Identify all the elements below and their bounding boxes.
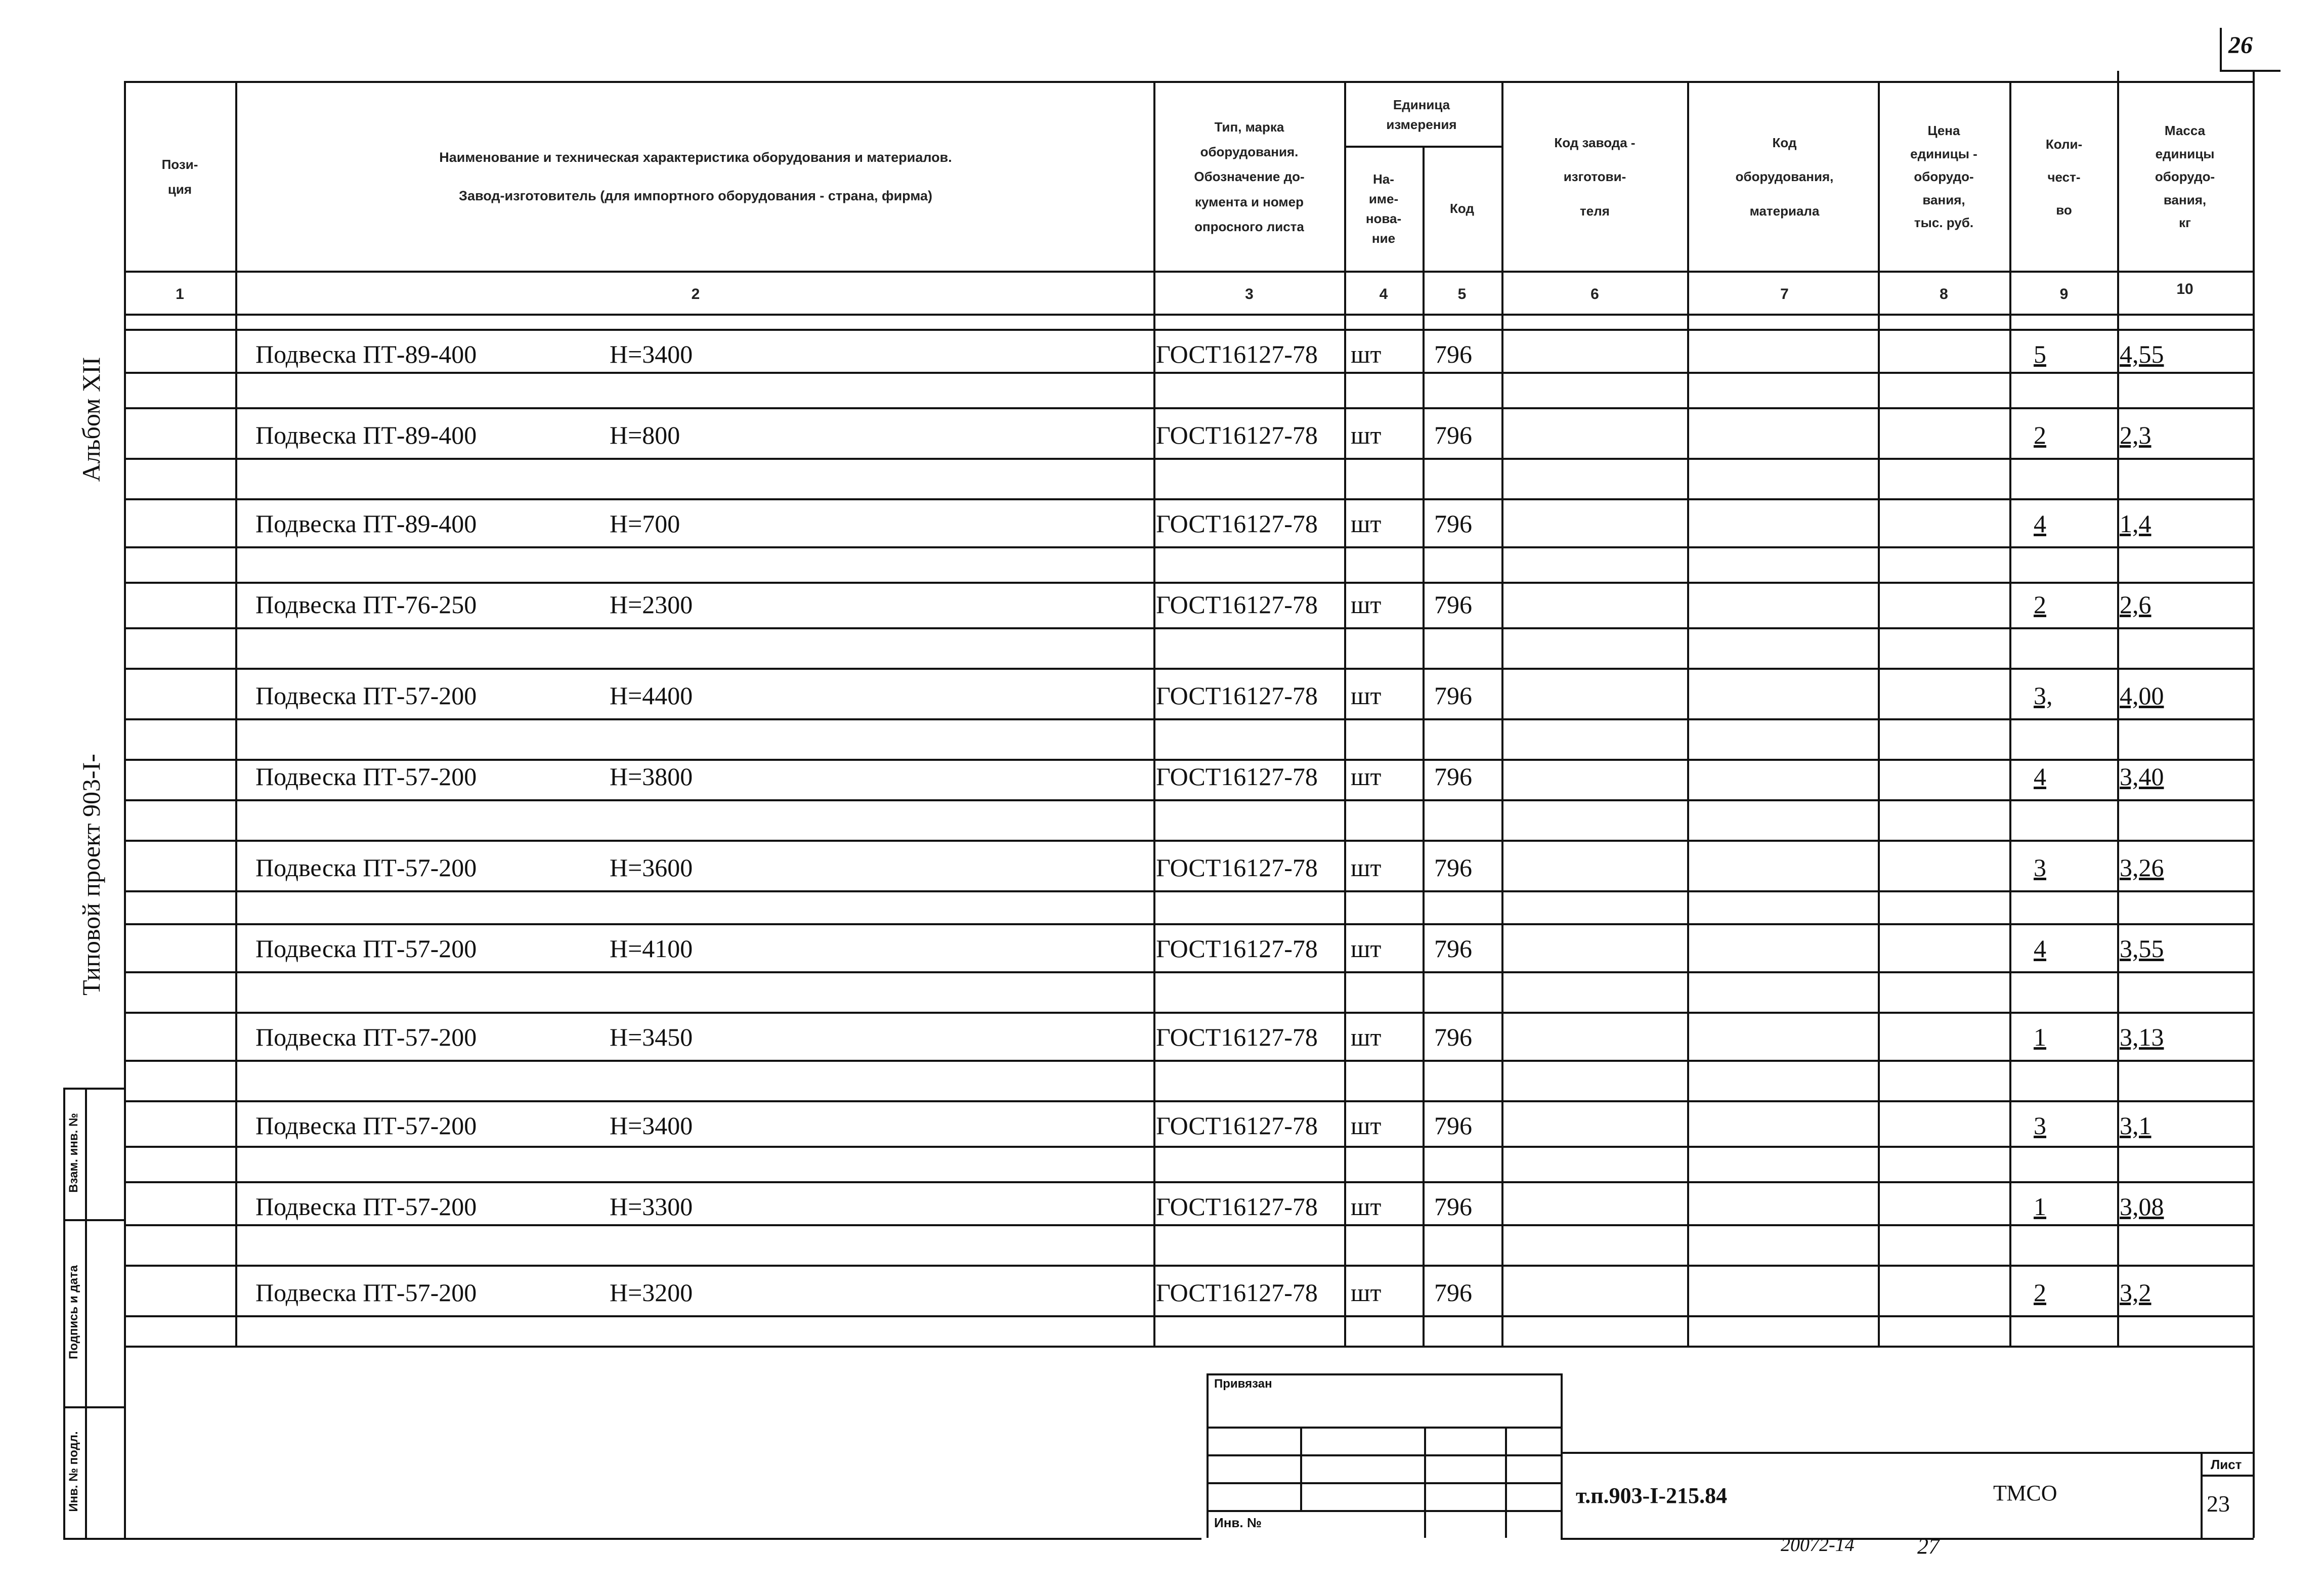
column-number: 8 [1940,286,1948,303]
row-divider [124,718,2254,720]
item-unit: шт [1351,853,1382,882]
item-height: Н=4400 [610,681,693,710]
item-mass: 3,26 [2120,853,2164,882]
item-unit-code: 796 [1434,1192,1472,1221]
row-divider [124,1012,2254,1014]
item-mass: 2,3 [2120,421,2151,449]
row-divider [124,1060,2254,1062]
row-divider [124,840,2254,842]
item-unit-code: 796 [1434,590,1472,619]
column-number: 4 [1379,286,1388,303]
item-name: Подвеска ПТ-76-250 [255,590,477,619]
item-standard: ГОСТ16127-78 [1156,1023,1318,1051]
item-standard: ГОСТ16127-78 [1156,1192,1318,1221]
item-quantity: 5 [2034,340,2046,368]
album-label: Альбом XII [77,357,105,482]
stamp-sign-date: Подпись и дата [67,1265,80,1359]
item-unit-code: 796 [1434,681,1472,710]
item-quantity: 3, [2034,681,2053,710]
row-divider [124,627,2254,629]
item-mass: 1,4 [2120,509,2151,538]
item-name: Подвеска ПТ-57-200 [255,762,477,791]
item-mass: 4,00 [2120,681,2164,710]
item-standard: ГОСТ16127-78 [1156,934,1318,963]
item-unit-code: 796 [1434,762,1472,791]
item-standard: ГОСТ16127-78 [1156,681,1318,710]
row-divider [124,923,2254,925]
row-divider [124,458,2254,460]
item-quantity: 2 [2034,590,2046,619]
item-name: Подвеска ПТ-57-200 [255,1192,477,1221]
item-mass: 3,08 [2120,1192,2164,1221]
item-name: Подвеска ПТ-89-400 [255,509,477,538]
row-divider [124,971,2254,973]
item-unit: шт [1351,340,1382,368]
item-unit-code: 796 [1434,1278,1472,1307]
header-price: Цена единицы - оборудо- вания, тыс. руб. [1910,123,1977,231]
item-mass: 3,55 [2120,934,2164,963]
item-name: Подвеска ПТ-57-200 [255,934,477,963]
row-divider [124,890,2254,892]
column-number: 9 [2059,286,2069,303]
item-quantity: 1 [2034,1023,2046,1051]
row-divider [124,1315,2254,1317]
row-divider [124,407,2254,409]
column-number: 5 [1457,286,1467,303]
item-name: Подвеска ПТ-57-200 [255,853,477,882]
item-standard: ГОСТ16127-78 [1156,853,1318,882]
item-height: Н=3450 [610,1023,693,1051]
header-unit-name: На- име- нова- ние [1365,171,1402,246]
copy-number: 27 [1917,1534,1940,1559]
row-divider [124,668,2254,670]
item-quantity: 3 [2034,1111,2046,1140]
header-name: Наименование и техническая характеристика оборудования и материалов. Завод-изготовитель (для импортного оборудования - страна, фирма) [439,150,952,203]
item-name: Подвеска ПТ-57-200 [255,1023,477,1051]
item-name: Подвеска ПТ-89-400 [255,421,477,449]
row-divider [124,799,2254,801]
row-divider [124,1100,2254,1102]
row-divider [124,1224,2254,1226]
privyazan-label: Привязан [1214,1377,1272,1391]
item-quantity: 1 [2034,1192,2046,1221]
item-name: Подвеска ПТ-57-200 [255,681,477,710]
sheet-label: Лист [2211,1457,2242,1472]
header-unit-code: Код [1450,200,1474,216]
row-divider [124,329,2254,331]
column-number: 7 [1780,286,1789,303]
item-standard: ГОСТ16127-78 [1156,421,1318,449]
item-unit: шт [1351,421,1382,449]
item-mass: 3,1 [2120,1111,2151,1140]
item-mass: 3,40 [2120,762,2164,791]
item-unit-code: 796 [1434,340,1472,368]
row-divider [124,372,2254,374]
row-divider [124,582,2254,584]
item-mass: 4,55 [2120,340,2164,368]
item-unit: шт [1351,934,1382,963]
item-unit: шт [1351,681,1382,710]
item-mass: 3,2 [2120,1278,2151,1307]
inv-no-label: Инв. № [1214,1515,1262,1530]
header-unit-group: Единица измерения [1386,97,1457,132]
header-equipment-code: Код оборудования, материала [1735,135,1834,219]
item-quantity: 4 [2034,762,2046,791]
project-label: Типовой проект 903-I- [77,754,105,996]
header-factory-code: Код завода - изготови- теля [1554,135,1636,219]
item-unit-code: 796 [1434,421,1472,449]
item-unit-code: 796 [1434,853,1472,882]
item-height: Н=2300 [610,590,693,619]
item-unit: шт [1351,590,1382,619]
item-mass: 2,6 [2120,590,2151,619]
item-standard: ГОСТ16127-78 [1156,1111,1318,1140]
item-unit: шт [1351,509,1382,538]
document-designation: т.п.903-I-215.84 [1576,1483,1728,1508]
item-unit: шт [1351,1278,1382,1307]
item-standard: ГОСТ16127-78 [1156,509,1318,538]
item-height: Н=800 [610,421,680,449]
item-quantity: 4 [2034,509,2046,538]
row-divider [124,1181,2254,1183]
item-unit-code: 796 [1434,1023,1472,1051]
item-unit: шт [1351,1192,1382,1221]
header-type: Тип, марка оборудования. Обозначение до- кумента и номер опросного листа [1194,119,1305,235]
stamp-zam-inv: Взам. инв. № [67,1113,80,1193]
header-position: Пози- ция [161,156,198,197]
item-quantity: 3 [2034,853,2046,882]
sheet-number: 23 [2207,1491,2230,1517]
row-divider [124,1265,2254,1267]
item-height: Н=3300 [610,1192,693,1221]
item-name: Подвеска ПТ-57-200 [255,1111,477,1140]
row-divider [124,498,2254,500]
page-number: 26 [2228,32,2253,59]
item-name: Подвеска ПТ-57-200 [255,1278,477,1307]
item-unit-code: 796 [1434,934,1472,963]
item-height: Н=3200 [610,1278,693,1307]
item-height: Н=3800 [610,762,693,791]
item-name: Подвеска ПТ-89-400 [255,340,477,368]
column-number: 1 [176,286,184,303]
item-unit: шт [1351,762,1382,791]
row-divider [124,546,2254,548]
header-mass: Масса единицы оборудо- вания, кг [2155,123,2215,231]
item-quantity: 2 [2034,1278,2046,1307]
order-number: 20072-14 [1781,1534,1855,1556]
item-standard: ГОСТ16127-78 [1156,590,1318,619]
item-standard: ГОСТ16127-78 [1156,762,1318,791]
item-standard: ГОСТ16127-78 [1156,340,1318,368]
item-height: Н=4100 [610,934,693,963]
column-number: 6 [1590,286,1599,303]
item-height: Н=3600 [610,853,693,882]
item-quantity: 4 [2034,934,2046,963]
column-number: 10 [2176,281,2193,297]
header-quantity: Коли- чест- во [2045,136,2083,218]
item-standard: ГОСТ16127-78 [1156,1278,1318,1307]
item-unit-code: 796 [1434,1111,1472,1140]
item-quantity: 2 [2034,421,2046,449]
item-height: Н=700 [610,509,680,538]
organization-code: ТМСО [1993,1481,2057,1505]
row-divider [124,1146,2254,1148]
row-divider [124,759,2254,761]
column-number: 3 [1245,286,1254,303]
item-unit-code: 796 [1434,509,1472,538]
item-height: Н=3400 [610,1111,693,1140]
column-number: 2 [691,286,700,303]
stamp-inv-podl: Инв. № подл. [67,1431,80,1512]
item-unit: шт [1351,1111,1382,1140]
item-mass: 3,13 [2120,1023,2164,1051]
item-unit: шт [1351,1023,1382,1051]
item-height: Н=3400 [610,340,693,368]
